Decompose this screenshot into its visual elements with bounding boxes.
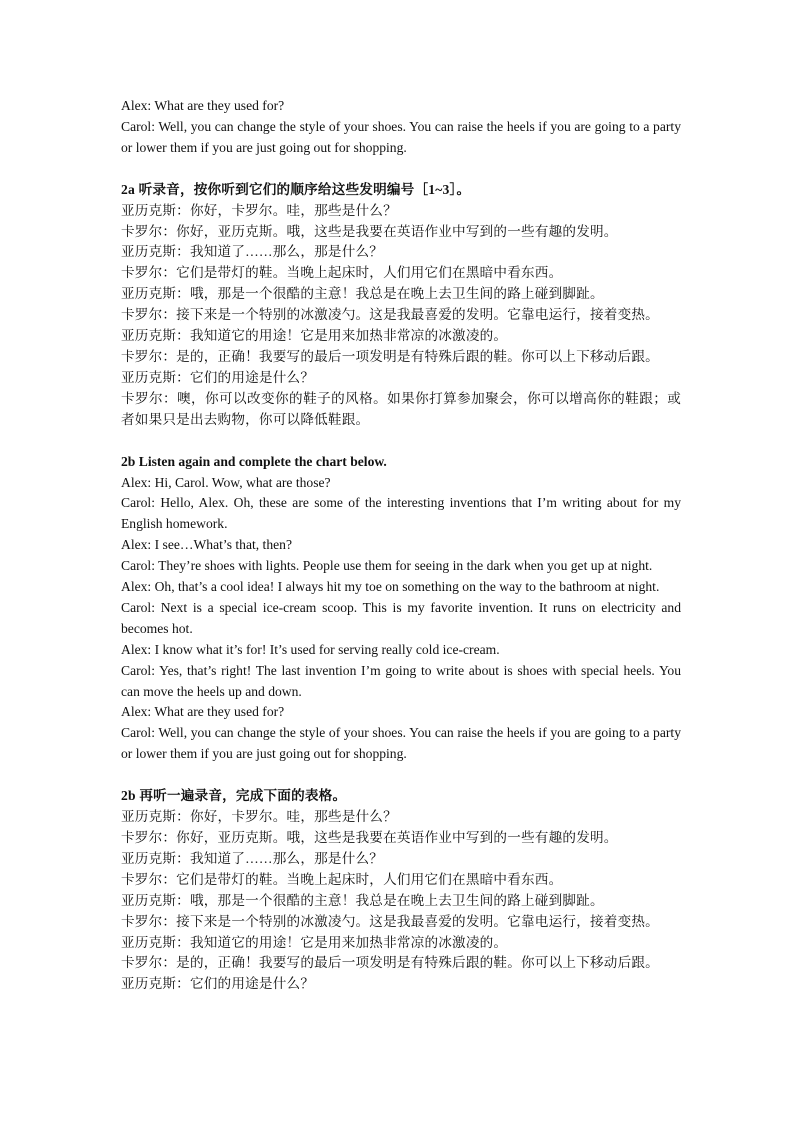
dialogue-line: 亚历克斯：你好，卡罗尔。哇，那些是什么？: [121, 202, 397, 218]
dialogue-line: 卡罗尔：是的，正确！我要写的最后一项发明是有特殊后跟的鞋。你可以上下移动后跟。: [121, 955, 659, 971]
dialogue-line: Alex: I see…What’s that, then?: [121, 537, 292, 553]
dialogue-line: 卡罗尔：接下来是一个特别的冰激凌勺。这是我最喜爱的发明。它靠电运行，接着变热。: [121, 913, 659, 929]
spacer: [121, 765, 681, 786]
dialogue-line: 卡罗尔：你好，亚历克斯。哦，这些是我要在英语作业中写到的一些有趣的发明。: [121, 830, 618, 845]
dialogue-line: Carol: They’re shoes with lights. People use them for seeing in the dark when you get up at night.: [121, 558, 653, 574]
dialogue-line: 卡罗尔：你好，亚历克斯。哦，这些是我要在英语作业中写到的一些有趣的发明。: [121, 223, 618, 239]
dialogue-line: 卡罗尔：它们是带灯的鞋。当晚上起床时，人们用它们在黑暗中看东西。: [121, 871, 563, 887]
document-page: [121, 96, 681, 995]
dialogue-line: 亚历克斯：我知道了……那么，那是什么？: [121, 244, 384, 260]
spacer: [121, 431, 681, 452]
dialogue-line: Alex: I know what it’s for! It’s used for serving really cold ice-cream.: [121, 641, 500, 657]
dialogue-line: 卡罗尔：它们是带灯的鞋。当晚上起床时，人们用它们在黑暗中看东西。: [121, 265, 563, 281]
dialogue-line: 亚历克斯：它们的用途是什么？: [121, 976, 315, 992]
dialogue-line: Alex: Oh, that’s a cool idea! I always hit my toe on something on the way to the bathroom at night.: [121, 579, 660, 595]
dialogue-line: 亚历克斯：你好，卡罗尔。哇，那些是什么？: [121, 809, 397, 825]
dialogue-line: 卡罗尔：接下来是一个特别的冰激凌勺。这是我最喜爱的发明。它靠电运行，接着变热。: [121, 307, 659, 323]
dialogue-line: Alex: Hi, Carol. Wow, what are those?: [121, 474, 331, 490]
dialogue-line: 卡罗尔：噢，你可以改变你的鞋子的风格。如果你打算参加聚会，你可以增高你的鞋跟；或者如果只是出去购物，你可以降低鞋跟。: [121, 390, 681, 427]
dialogue-line: Carol: Well, you can change the style of your shoes. You can raise the heels if you are going to a party or lower them if you are just going out for shopping.: [121, 725, 681, 762]
dialogue-line: Carol: Next is a special ice-cream scoop. This is my favorite invention. It runs on electricity and becomes hot.: [121, 599, 681, 636]
dialogue-line: Carol: Well, you can change the style of your shoes. You can raise the heels if you are going to a party or lower them if you are just going out for shopping.: [121, 118, 681, 155]
dialogue-line: 亚历克斯：我知道它的用途！它是用来加热非常凉的冰激凌的。: [121, 328, 508, 344]
dialogue-line: 卡罗尔：是的，正确！我要写的最后一项发明是有特殊后跟的鞋。你可以上下移动后跟。: [121, 348, 659, 364]
spacer: [121, 159, 681, 180]
dialogue-line: 亚历克斯：它们的用途是什么？: [121, 369, 315, 385]
dialogue-line: Alex: What are they used for?: [121, 704, 285, 720]
dialogue-line: 亚历克斯：我知道了……那么，那是什么？: [121, 850, 384, 866]
dialogue-line: 亚历克斯：我知道它的用途！它是用来加热非常凉的冰激凌的。: [121, 934, 508, 950]
section-heading-2a: 2a 听录音，按你听到它们的顺序给这些发明编号［1~3］。: [121, 181, 471, 197]
section-heading-2b: 2b Listen again and complete the chart below.: [121, 453, 387, 469]
section-heading-2b-cn: 2b 再听一遍录音，完成下面的表格。: [121, 788, 347, 804]
dialogue-line: Carol: Yes, that’s right! The last invention I’m going to write about is shoes with special heels. You can move the heels up and down.: [121, 662, 681, 699]
dialogue-line: Carol: Hello, Alex. Oh, these are some of the interesting inventions that I’m writing about for my English homework.: [121, 495, 681, 532]
dialogue-line: 亚历克斯：哦，那是一个很酷的主意！我总是在晚上去卫生间的路上碰到脚趾。: [121, 286, 604, 302]
dialogue-line: 亚历克斯：哦，那是一个很酷的主意！我总是在晚上去卫生间的路上碰到脚趾。: [121, 892, 604, 908]
dialogue-line: Alex: What are they used for?: [121, 98, 285, 113]
